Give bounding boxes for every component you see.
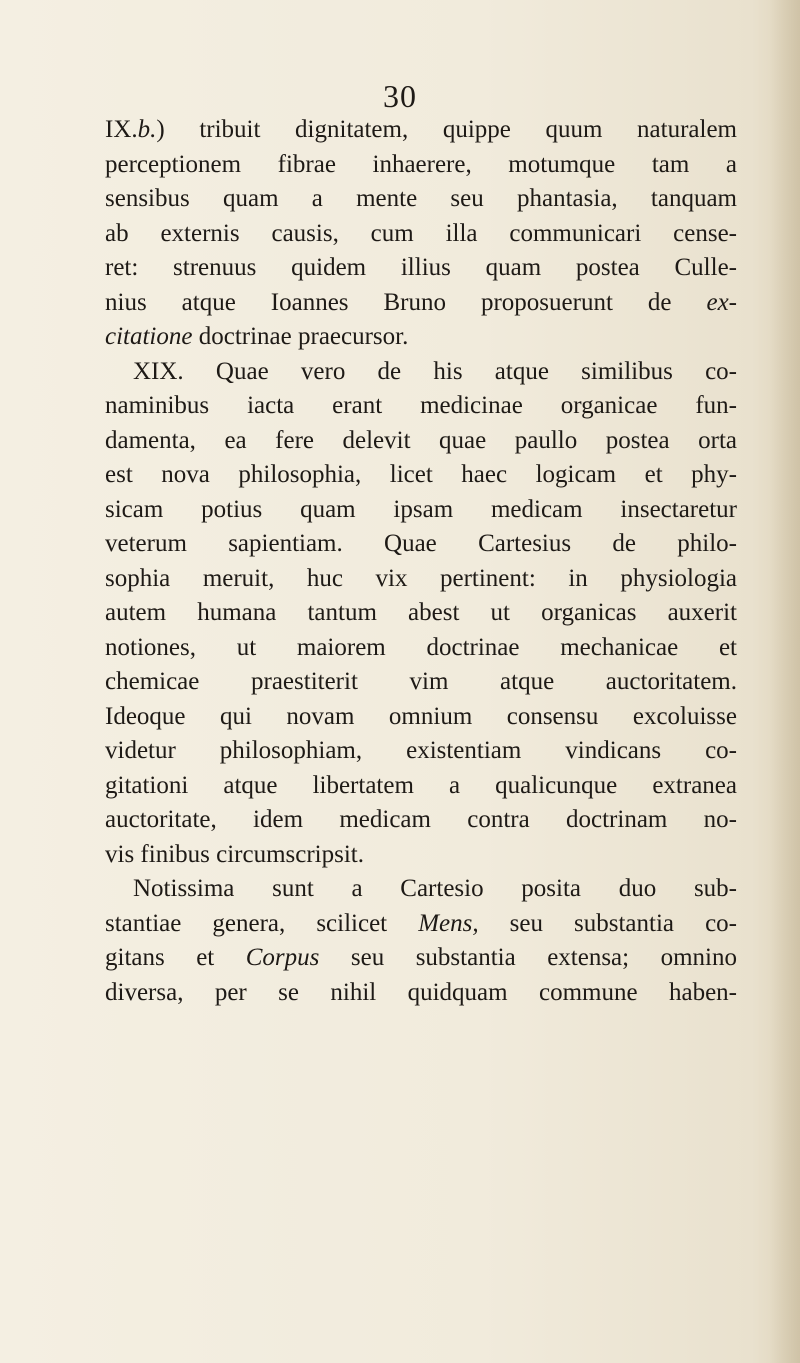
text-line — [105, 941, 737, 976]
text-segment: perceptionem fibrae inhaerere, motumque tam a — [105, 150, 737, 178]
text-segment: est nova philosophia, licet haec logicam et phy- — [105, 461, 737, 488]
italic-text: Mens, — [418, 909, 479, 937]
text-line — [105, 182, 737, 217]
text-line — [105, 320, 737, 355]
text-segment: Ideoque qui novam omnium consensu excoluisse — [105, 702, 737, 730]
text-line — [105, 665, 737, 700]
text-line — [105, 251, 737, 286]
text-segment: ) tribuit dignitatem, quippe quum naturalem — [156, 116, 737, 143]
text-line — [105, 838, 737, 873]
text-segment: naminibus iacta erant medicinae organicae fun- — [105, 392, 737, 419]
text-line — [105, 872, 737, 907]
text-line — [105, 148, 737, 183]
text-segment: ret: strenuus quidem illius quam postea Culle- — [105, 254, 737, 281]
text-segment: gitans et — [105, 944, 246, 971]
text-segment: vis finibus circumscripsit. — [105, 840, 364, 868]
italic-text: Corpus — [245, 944, 320, 971]
text-segment: autem humana tantum abest ut organicas auxerit — [105, 599, 737, 626]
text-line — [105, 769, 737, 804]
text-line — [105, 803, 737, 838]
text-segment: doctrinae praecursor. — [192, 323, 409, 350]
text-line — [105, 389, 737, 424]
text-segment: videtur philosophiam, existentiam vindicans co- — [105, 737, 737, 764]
text-line — [105, 217, 737, 252]
text-line — [105, 631, 737, 666]
text-line — [105, 458, 737, 493]
italic-text: citatione — [105, 323, 193, 350]
text-line — [105, 113, 737, 148]
text-line — [105, 527, 737, 562]
text-line — [105, 562, 737, 597]
page-number: 30 — [383, 78, 417, 114]
text-line — [105, 424, 737, 459]
text-segment: Notissima sunt a Cartesio posita duo sub- — [133, 875, 737, 902]
text-segment: IX. — [105, 116, 138, 143]
text-segment: notiones, ut maiorem doctrinae mechanicae et — [105, 633, 737, 661]
text-segment: chemicae praestiterit vim atque auctoritatem. — [105, 668, 737, 695]
text-line — [105, 596, 737, 631]
text-segment: damenta, ea fere delevit quae paullo postea orta — [105, 426, 737, 454]
italic-text: b. — [137, 116, 157, 143]
text-line — [105, 286, 737, 321]
text-segment: stantiae genera, scilicet — [105, 909, 419, 937]
text-line — [105, 700, 737, 735]
text-line — [105, 907, 737, 942]
text-segment: gitationi atque libertatem a qualicunque extranea — [105, 771, 737, 799]
text-segment: sicam potius quam ipsam medicam insectaretur — [105, 495, 737, 523]
text-segment: nius atque Ioannes Bruno proposuerunt de — [105, 288, 707, 316]
text-segment: sophia meruit, huc vix pertinent: in physiologia — [105, 564, 737, 592]
page-edge-shadow — [770, 0, 800, 1363]
text-line — [105, 734, 737, 769]
text-segment: seu substantia co- — [478, 909, 737, 937]
body-text — [105, 113, 737, 1010]
text-line — [105, 976, 737, 1011]
text-segment: seu substantia extensa; omnino — [319, 944, 737, 971]
text-segment: auctoritate, idem medicam contra doctrinam no- — [105, 806, 737, 833]
text-segment: diversa, per se nihil quidquam commune haben- — [105, 978, 737, 1006]
text-line — [105, 493, 737, 528]
text-segment: ab externis causis, cum illa communicari cense- — [105, 219, 737, 247]
text-segment: sensibus quam a mente seu phantasia, tanquam — [105, 185, 737, 212]
text-segment: veterum sapientiam. Quae Cartesius de philo- — [105, 530, 737, 557]
italic-text: ex- — [706, 288, 737, 316]
text-line — [105, 355, 737, 390]
text-segment: XIX. Quae vero de his atque similibus co- — [133, 357, 737, 385]
